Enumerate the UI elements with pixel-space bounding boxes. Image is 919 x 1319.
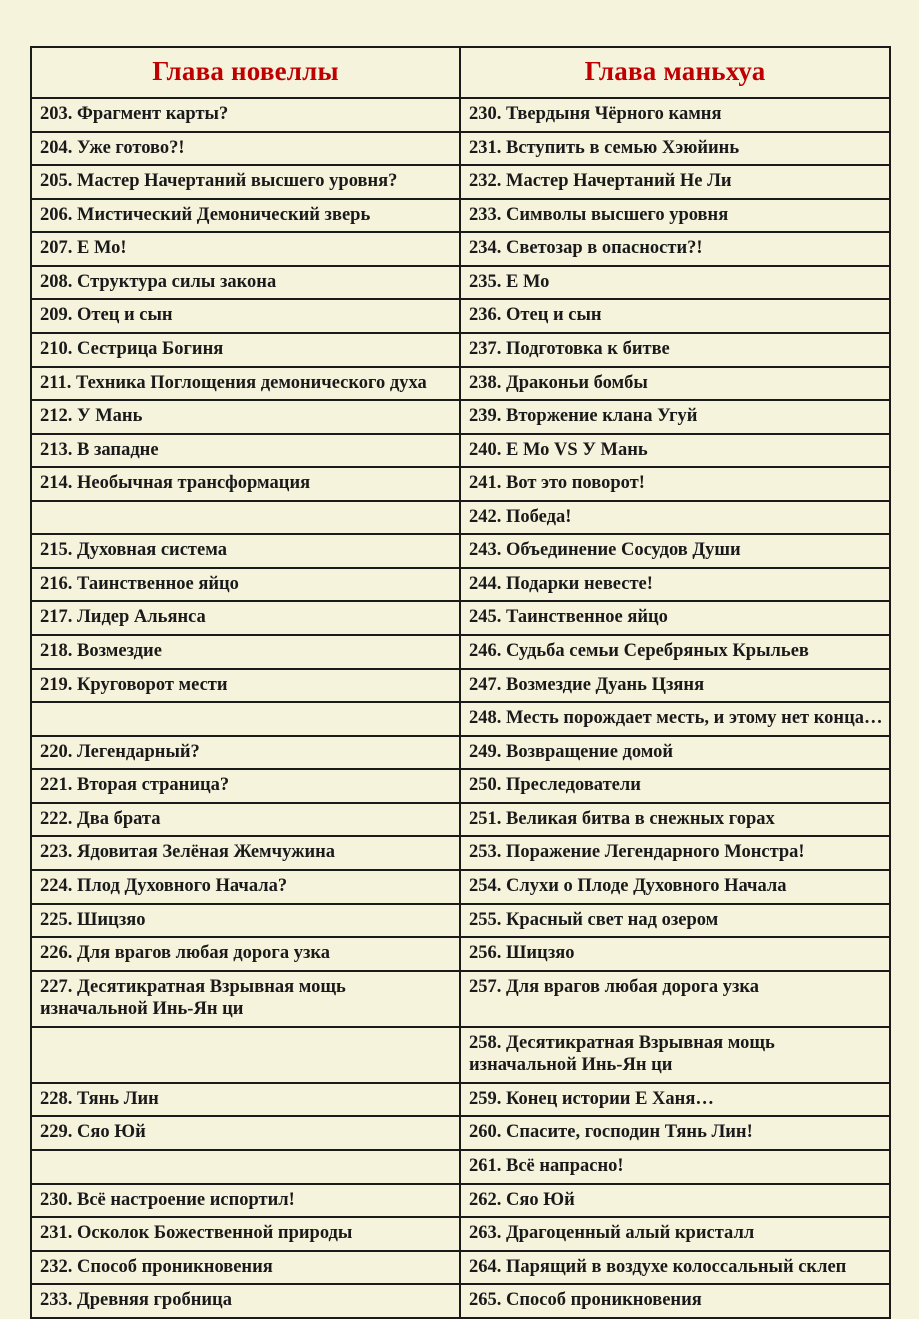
novel-chapter-cell: 231. Осколок Божественной природы [31, 1217, 460, 1251]
manhua-chapter-cell: 237. Подготовка к битве [460, 333, 890, 367]
table-row [31, 937, 890, 971]
table-row [31, 400, 890, 434]
manhua-chapter-cell: 241. Вот это поворот! [460, 467, 890, 501]
manhua-chapter-cell: 256. Шицзяо [460, 937, 890, 971]
novel-chapter-cell: 217. Лидер Альянса [31, 601, 460, 635]
novel-chapter-cell [31, 501, 460, 535]
table-row [31, 870, 890, 904]
table-row [31, 165, 890, 199]
novel-chapter-cell: 226. Для врагов любая дорога узка [31, 937, 460, 971]
manhua-chapter-cell: 236. Отец и сын [460, 299, 890, 333]
manhua-chapter-cell: 257. Для врагов любая дорога узка [460, 971, 890, 1027]
novel-chapter-cell: 214. Необычная трансформация [31, 467, 460, 501]
manhua-chapter-cell: 246. Судьба семьи Серебряных Крыльев [460, 635, 890, 669]
table-row [31, 836, 890, 870]
novel-chapter-cell: 222. Два брата [31, 803, 460, 837]
table-row [31, 467, 890, 501]
manhua-chapter-cell: 263. Драгоценный алый кристалл [460, 1217, 890, 1251]
table-row [31, 1284, 890, 1318]
novel-chapter-cell: 208. Структура силы закона [31, 266, 460, 300]
novel-chapter-cell: 207. Е Мо! [31, 232, 460, 266]
novel-chapter-cell: 213. В западне [31, 434, 460, 468]
table-row [31, 736, 890, 770]
table-row [31, 98, 890, 132]
table-row [31, 601, 890, 635]
manhua-chapter-cell: 231. Вступить в семью Хэюйинь [460, 132, 890, 166]
manhua-chapter-cell: 250. Преследователи [460, 769, 890, 803]
manhua-chapter-cell: 243. Объединение Сосудов Души [460, 534, 890, 568]
novel-chapter-cell: 216. Таинственное яйцо [31, 568, 460, 602]
novel-chapter-cell: 220. Легендарный? [31, 736, 460, 770]
novel-chapter-cell: 219. Круговорот мести [31, 669, 460, 703]
manhua-chapter-cell: 233. Символы высшего уровня [460, 199, 890, 233]
manhua-chapter-cell: 235. Е Мо [460, 266, 890, 300]
table-row [31, 1083, 890, 1117]
manhua-chapter-cell: 244. Подарки невесте! [460, 568, 890, 602]
manhua-chapter-cell: 238. Драконьи бомбы [460, 367, 890, 401]
novel-chapter-cell: 206. Мистический Демонический зверь [31, 199, 460, 233]
novel-chapter-cell: 210. Сестрица Богиня [31, 333, 460, 367]
manhua-chapter-cell: 245. Таинственное яйцо [460, 601, 890, 635]
manhua-chapter-cell: 247. Возмездие Дуань Цзяня [460, 669, 890, 703]
table-row [31, 534, 890, 568]
manhua-chapter-cell: 249. Возвращение домой [460, 736, 890, 770]
novel-chapter-cell: 227. Десятикратная Взрывная мощь изначальной Инь-Ян ци [31, 971, 460, 1027]
table-row [31, 367, 890, 401]
manhua-chapter-cell: 264. Парящий в воздухе колоссальный склеп [460, 1251, 890, 1285]
table-row [31, 132, 890, 166]
manhua-chapter-cell: 261. Всё напрасно! [460, 1150, 890, 1184]
table-header [31, 47, 890, 98]
manhua-chapter-cell: 242. Победа! [460, 501, 890, 535]
novel-chapter-cell [31, 1150, 460, 1184]
table-row [31, 1116, 890, 1150]
table-row [31, 769, 890, 803]
table-row [31, 199, 890, 233]
novel-chapter-cell: 218. Возмездие [31, 635, 460, 669]
manhua-chapter-cell: 251. Великая битва в снежных горах [460, 803, 890, 837]
novel-chapter-cell: 211. Техника Поглощения демонического духа [31, 367, 460, 401]
table-row [31, 299, 890, 333]
table-row [31, 1027, 890, 1083]
table-row [31, 803, 890, 837]
manhua-chapter-cell: 255. Красный свет над озером [460, 904, 890, 938]
table-row [31, 568, 890, 602]
novel-chapter-cell: 215. Духовная система [31, 534, 460, 568]
novel-chapter-cell [31, 702, 460, 736]
novel-chapter-cell: 212. У Мань [31, 400, 460, 434]
table-row [31, 971, 890, 1027]
table-row [31, 904, 890, 938]
table-row [31, 1217, 890, 1251]
novel-chapter-cell: 233. Древняя гробница [31, 1284, 460, 1318]
novel-chapter-cell: 221. Вторая страница? [31, 769, 460, 803]
column-header-manhua: Глава маньхуа [460, 47, 890, 98]
manhua-chapter-cell: 232. Мастер Начертаний Не Ли [460, 165, 890, 199]
novel-chapter-cell: 232. Способ проникновения [31, 1251, 460, 1285]
table-body [31, 98, 890, 1318]
table-row [31, 266, 890, 300]
manhua-chapter-cell: 258. Десятикратная Взрывная мощь изначальной Инь-Ян ци [460, 1027, 890, 1083]
manhua-chapter-cell: 254. Слухи о Плоде Духовного Начала [460, 870, 890, 904]
novel-chapter-cell: 224. Плод Духовного Начала? [31, 870, 460, 904]
table-row [31, 501, 890, 535]
table-row [31, 669, 890, 703]
table-row [31, 702, 890, 736]
manhua-chapter-cell: 248. Месть порождает месть, и этому нет конца… [460, 702, 890, 736]
manhua-chapter-cell: 262. Сяо Юй [460, 1184, 890, 1218]
table-row [31, 1251, 890, 1285]
novel-chapter-cell: 229. Сяо Юй [31, 1116, 460, 1150]
table-row [31, 434, 890, 468]
table-row [31, 333, 890, 367]
manhua-chapter-cell: 239. Вторжение клана Угуй [460, 400, 890, 434]
manhua-chapter-cell: 265. Способ проникновения [460, 1284, 890, 1318]
table-row [31, 1184, 890, 1218]
manhua-chapter-cell: 260. Спасите, господин Тянь Лин! [460, 1116, 890, 1150]
novel-chapter-cell: 223. Ядовитая Зелёная Жемчужина [31, 836, 460, 870]
manhua-chapter-cell: 253. Поражение Легендарного Монстра! [460, 836, 890, 870]
manhua-chapter-cell: 234. Светозар в опасности?! [460, 232, 890, 266]
novel-chapter-cell: 228. Тянь Лин [31, 1083, 460, 1117]
manhua-chapter-cell: 240. Е Мо VS У Мань [460, 434, 890, 468]
novel-chapter-cell: 203. Фрагмент карты? [31, 98, 460, 132]
table-row [31, 635, 890, 669]
header-row [31, 47, 890, 98]
novel-chapter-cell: 204. Уже готово?! [31, 132, 460, 166]
column-header-novel: Глава новеллы [31, 47, 460, 98]
manhua-chapter-cell: 259. Конец истории Е Ханя… [460, 1083, 890, 1117]
novel-chapter-cell [31, 1027, 460, 1083]
table-row [31, 1150, 890, 1184]
novel-chapter-cell: 205. Мастер Начертаний высшего уровня? [31, 165, 460, 199]
chapter-comparison-table [30, 46, 891, 1319]
table-row [31, 232, 890, 266]
novel-chapter-cell: 209. Отец и сын [31, 299, 460, 333]
novel-chapter-cell: 225. Шицзяо [31, 904, 460, 938]
novel-chapter-cell: 230. Всё настроение испортил! [31, 1184, 460, 1218]
manhua-chapter-cell: 230. Твердыня Чёрного камня [460, 98, 890, 132]
